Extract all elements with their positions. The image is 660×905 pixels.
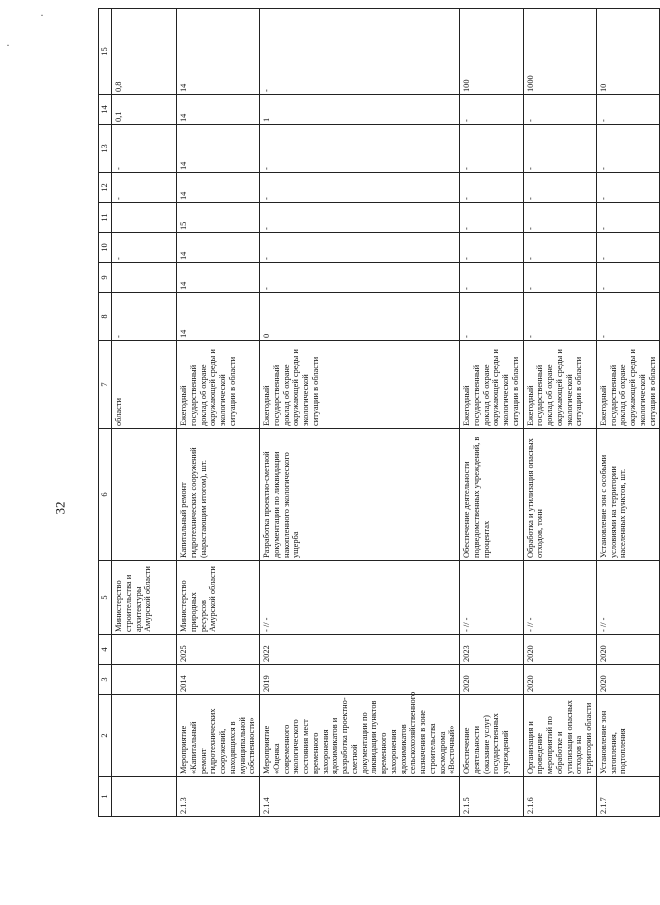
value-cell: 15 — [177, 203, 260, 233]
value-cell: - — [596, 233, 660, 263]
start-year-cell: 2019 — [260, 665, 460, 695]
value-cell: - — [112, 233, 177, 263]
table-row — [177, 9, 260, 817]
source-cell: Ежегодный государственный доклад об охране окружающей среды и экологической ситуации в области — [177, 341, 260, 429]
value-cell: - — [260, 125, 460, 173]
source-cell: Ежегодный государственный доклад об охране окружающей среды и экологической ситуации в области — [260, 341, 460, 429]
value-cell: - — [596, 293, 660, 341]
value-cell: 14 — [177, 9, 260, 95]
row-number-cell: 2.1.7 — [596, 777, 660, 817]
continued-row — [112, 9, 177, 817]
column-number: 12 — [99, 173, 112, 203]
value-cell: 100 — [460, 9, 524, 95]
table-row — [460, 9, 524, 817]
value-cell: - — [112, 125, 177, 173]
column-number: 10 — [99, 233, 112, 263]
scan-mark-dot: · — [40, 8, 44, 22]
column-number-row — [99, 9, 112, 817]
value-cell: 14 — [177, 263, 260, 293]
indicator-cell: Разработка проектно-сметной документации по ликвидации накопленного экологического ущерба — [260, 429, 460, 561]
table-row — [260, 9, 460, 817]
indicator-cell: Обеспечение деятельности подведомственных учреждений, в процентах — [460, 429, 524, 561]
column-number: 4 — [99, 635, 112, 665]
table-row — [523, 9, 596, 817]
value-cell: - — [260, 263, 460, 293]
start-year-cell: 2020 — [460, 665, 524, 695]
executor-cell: Министерство строительства и архитектуры Амурской области — [112, 561, 177, 635]
executor-cell: Министерство природных ресурсов Амурской области — [177, 561, 260, 635]
end-year-cell: 2020 — [523, 635, 596, 665]
table-cell — [112, 695, 177, 777]
executor-cell: - // - — [460, 561, 524, 635]
value-cell: - — [523, 125, 596, 173]
value-cell: 0 — [260, 293, 460, 341]
column-number: 11 — [99, 203, 112, 233]
indicator-cell: Обработка и утилизация опасных отходов, тонн — [523, 429, 596, 561]
value-cell: - — [112, 173, 177, 203]
value-cell: - — [596, 95, 660, 125]
table-row — [596, 9, 660, 817]
value-cell: - — [596, 263, 660, 293]
row-number-cell: 2.1.4 — [260, 777, 460, 817]
column-number: 9 — [99, 263, 112, 293]
value-cell: - — [260, 233, 460, 263]
table-cell — [112, 777, 177, 817]
scan-mark-dot: · — [6, 38, 10, 52]
value-cell: - — [460, 173, 524, 203]
indicator-cell: Капитальный ремонт гидротехнических сооружений (нарастающим итогом), шт. — [177, 429, 260, 561]
value-cell: - — [523, 173, 596, 203]
value-cell: 1000 — [523, 9, 596, 95]
value-cell: 14 — [177, 95, 260, 125]
measure-name-cell: Организация и проведение мероприятий по обработке и утилизации опасных отходов на территории области — [523, 695, 596, 777]
value-cell — [112, 263, 177, 293]
column-number: 2 — [99, 695, 112, 777]
column-number: 1 — [99, 777, 112, 817]
value-cell: - — [112, 293, 177, 341]
end-year-cell: 2023 — [460, 635, 524, 665]
column-number: 15 — [99, 9, 112, 95]
start-year-cell: 2020 — [523, 665, 596, 695]
value-cell: - — [596, 173, 660, 203]
value-cell: 14 — [177, 125, 260, 173]
value-cell: - — [260, 203, 460, 233]
value-cell: - — [523, 203, 596, 233]
end-year-cell: 2022 — [260, 635, 460, 665]
start-year-cell: 2014 — [177, 665, 260, 695]
column-number: 8 — [99, 293, 112, 341]
value-cell: - — [460, 125, 524, 173]
row-number-cell: 2.1.6 — [523, 777, 596, 817]
measure-name-cell: Установление зон затопления, подтопления — [596, 695, 660, 777]
value-cell: 14 — [177, 293, 260, 341]
value-cell: - — [596, 203, 660, 233]
value-cell: - — [260, 173, 460, 203]
value-cell: - — [460, 95, 524, 125]
source-cell: Ежегодный государственный доклад об охране окружающей среды и экологической ситуации в области — [523, 341, 596, 429]
measure-name-cell: Обеспечение деятельности (оказание услуг) государственных учреждений — [460, 695, 524, 777]
value-cell: 0,1 — [112, 95, 177, 125]
value-cell: - — [523, 233, 596, 263]
value-cell: 0,8 — [112, 9, 177, 95]
value-cell: - — [460, 203, 524, 233]
page-number: 32 — [52, 501, 68, 515]
table-cell — [112, 665, 177, 695]
rotated-table-sheet — [98, 9, 657, 817]
row-number-cell: 2.1.3 — [177, 777, 260, 817]
column-number: 14 — [99, 95, 112, 125]
value-cell: 1 — [260, 95, 460, 125]
executor-cell: - // - — [523, 561, 596, 635]
value-cell: - — [523, 95, 596, 125]
end-year-cell: 2025 — [177, 635, 260, 665]
value-cell: - — [460, 293, 524, 341]
value-cell: 14 — [177, 233, 260, 263]
value-cell: - — [260, 9, 460, 95]
value-cell: - — [596, 125, 660, 173]
measure-name-cell: Мероприятие «Оценка современного экологического состояния мест временного захоронения ядохимикатов и разработка проектно-сметной документации по ликвидации пунктов временного захоронения ядохимикатов сельскохозяйственного назначения в зоне строительства космодрома «Восточный» — [260, 695, 460, 777]
indicator-cell: Установление зон с особыми условиями на территории населенных пунктов, шт. — [596, 429, 660, 561]
value-cell — [112, 203, 177, 233]
source-cell: области — [112, 341, 177, 429]
column-number: 5 — [99, 561, 112, 635]
source-cell: Ежегодный государственный доклад об охране окружающей среды и экологической ситуации в области — [460, 341, 524, 429]
value-cell: - — [460, 263, 524, 293]
value-cell: 10 — [596, 9, 660, 95]
executor-cell: - // - — [596, 561, 660, 635]
end-year-cell: 2020 — [596, 635, 660, 665]
table-cell — [112, 635, 177, 665]
value-cell: - — [460, 233, 524, 263]
column-number: 3 — [99, 665, 112, 695]
table-cell — [112, 429, 177, 561]
value-cell: - — [523, 263, 596, 293]
source-cell: Ежегодный государственный доклад об охране окружающей среды и экологической ситуации в области — [596, 341, 660, 429]
column-number: 13 — [99, 125, 112, 173]
column-number: 6 — [99, 429, 112, 561]
row-number-cell: 2.1.5 — [460, 777, 524, 817]
measure-name-cell: Мероприятие «Капитальный ремонт гидротехнических сооружений, находящихся в муниципальной собственности» — [177, 695, 260, 777]
start-year-cell: 2020 — [596, 665, 660, 695]
value-cell: 14 — [177, 173, 260, 203]
program-table — [98, 8, 660, 817]
column-number: 7 — [99, 341, 112, 429]
executor-cell: - // - — [260, 561, 460, 635]
value-cell: - — [523, 293, 596, 341]
